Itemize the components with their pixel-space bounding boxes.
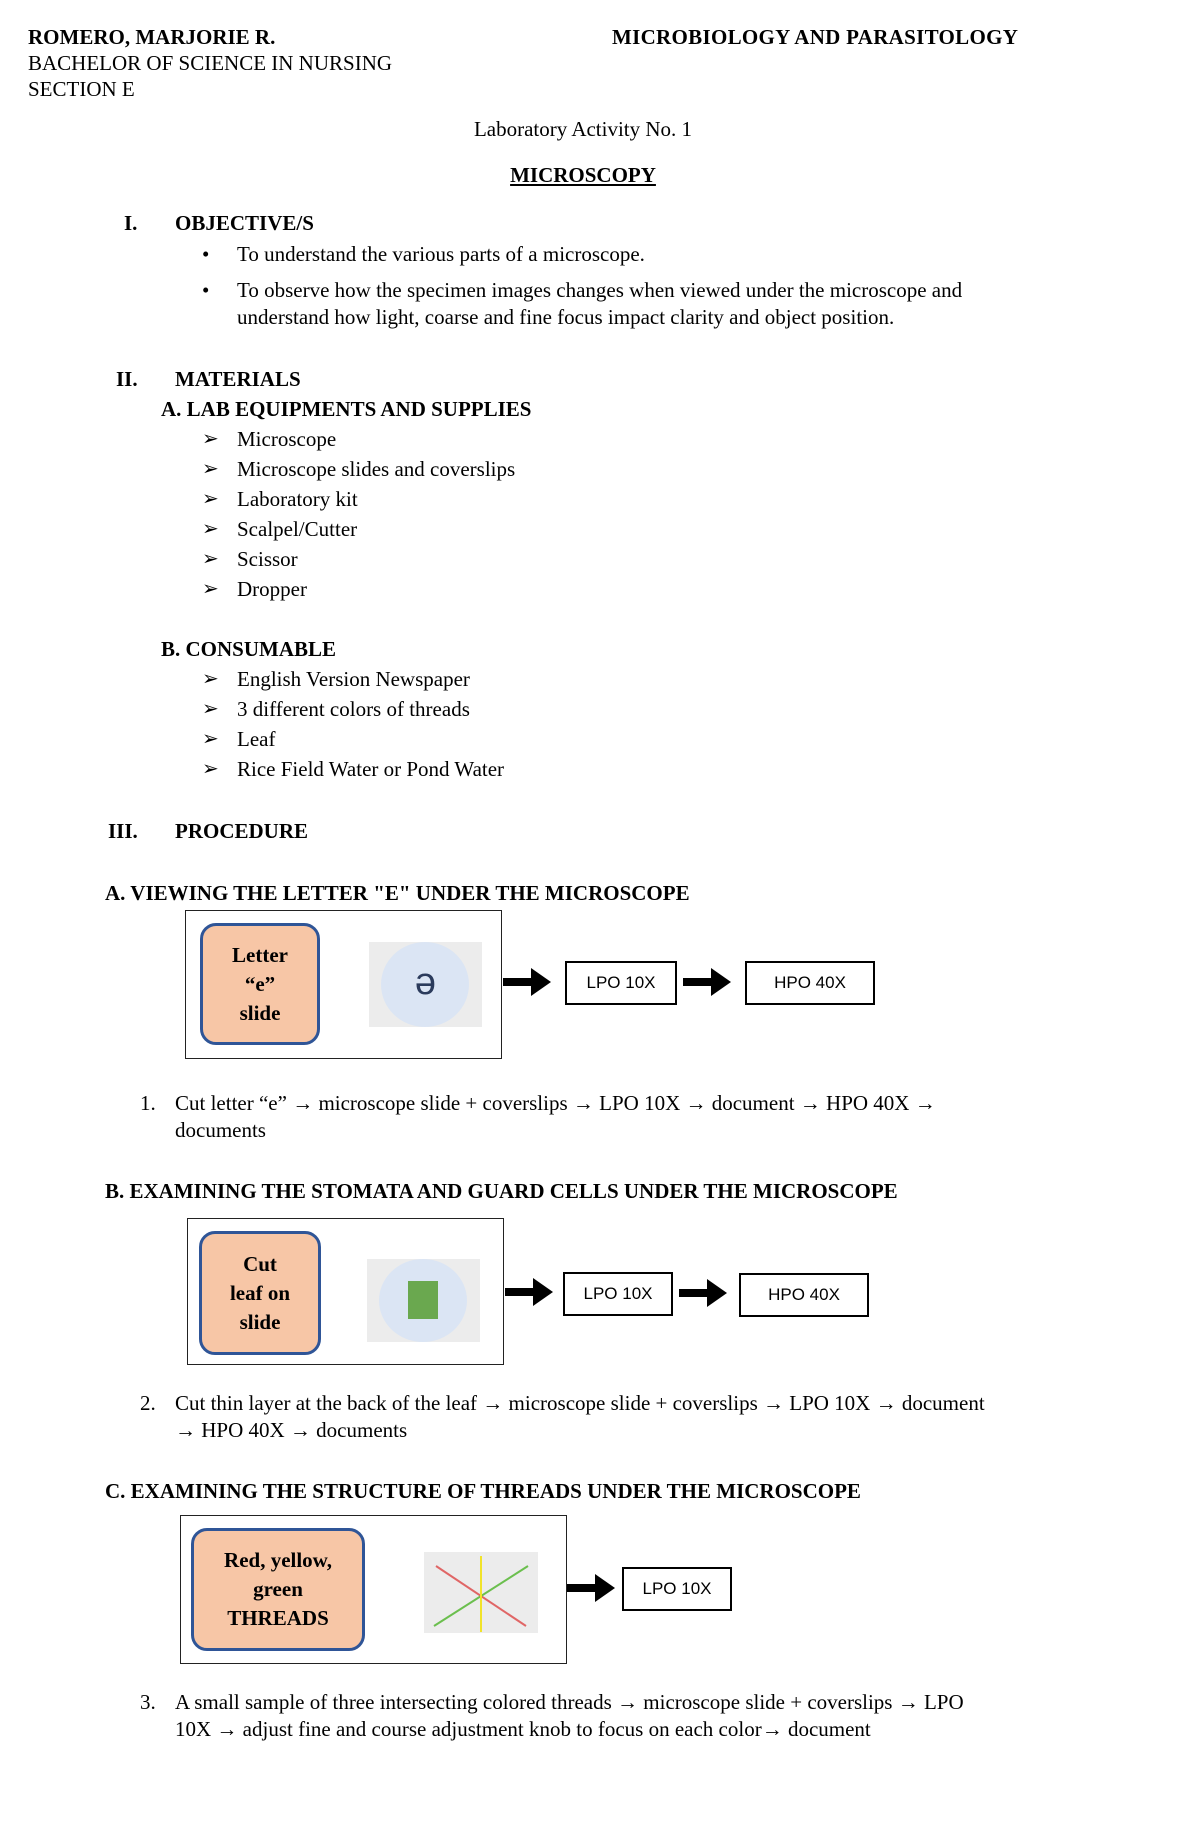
arrow-bullet-icon: ➢ [202,758,219,780]
lpo-10x-box: LPO 10X [563,1272,673,1316]
step-text-continued: documents [175,1118,266,1142]
material-item: Microscope slides and coverslips [237,457,516,481]
arrow-bullet-icon: ➢ [202,668,219,690]
lab-equipment-heading: A. LAB EQUIPMENTS AND SUPPLIES [161,397,532,421]
step-text: A small sample of three intersecting colored threads → microscope slide + coverslips → LPO [175,1690,964,1714]
objective-item: To observe how the specimen images changes when viewed under the microscope and [237,278,963,302]
hpo-40x-box: HPO 40X [739,1273,869,1317]
letter-e-specimen-photo [369,942,482,1027]
consumable-item: Rice Field Water or Pond Water [237,757,505,781]
arrow-right-icon [679,1279,727,1307]
consumable-item: 3 different colors of threads [237,697,470,721]
subject-title: MICROBIOLOGY AND PARASITOLOGY [612,25,1019,49]
step-text: Cut thin layer at the back of the leaf → microscope slide + coverslips → LPO 10X → document [175,1391,985,1415]
arrow-right-icon [505,1278,553,1306]
materials-heading: MATERIALS [175,367,301,391]
materials-numeral: II. [116,367,138,391]
arrow-right-icon [503,968,551,996]
objectives-heading: OBJECTIVE/S [175,211,314,235]
procedure-a-heading: A. VIEWING THE LETTER "E" UNDER THE MICROSCOPE [105,881,690,905]
arrow-right-icon [567,1574,615,1602]
material-item: Laboratory kit [237,487,358,511]
arrow-bullet-icon: ➢ [202,578,219,600]
procedure-b-diagram [187,1218,504,1365]
bullet-icon: • [202,278,210,302]
material-item: Scalpel/Cutter [237,517,358,541]
bullet-icon: • [202,242,210,266]
procedure-a-diagram [185,910,502,1059]
step-text-continued: → HPO 40X → documents [175,1418,408,1442]
procedure-b-heading: B. EXAMINING THE STOMATA AND GUARD CELLS UNDER THE MICROSCOPE [105,1179,898,1203]
material-item: Microscope [237,427,337,451]
activity-label: Laboratory Activity No. 1 [473,117,693,141]
step-text: Cut letter “e” → microscope slide + coverslips → LPO 10X → document → HPO 40X → [175,1091,936,1115]
arrow-right-icon [683,968,731,996]
arrow-bullet-icon: ➢ [202,548,219,570]
objective-item: To understand the various parts of a microscope. [237,242,645,266]
material-item: Dropper [237,577,307,601]
step-number: 3. [140,1690,156,1714]
step-text-continued: 10X → adjust fine and course adjustment knob to focus on each color→ document [175,1717,871,1741]
threads-specimen-photo [424,1552,538,1633]
step-number: 2. [140,1391,156,1415]
lpo-10x-box: LPO 10X [622,1567,732,1611]
leaf-specimen-photo [367,1259,480,1342]
procedure-heading: PROCEDURE [175,819,309,843]
procedure-c-diagram [180,1515,567,1664]
objectives-numeral: I. [124,211,138,235]
arrow-bullet-icon: ➢ [202,488,219,510]
consumable-item: English Version Newspaper [237,667,470,691]
letter-e-glyph: ə [414,961,437,1003]
threads-box: Red, yellow, green THREADS [191,1528,365,1651]
student-name: ROMERO, MARJORIE R. [28,25,276,49]
letter-e-slide-box: Letter “e” slide [200,923,320,1045]
step-number: 1. [140,1091,156,1115]
arrow-bullet-icon: ➢ [202,428,219,450]
arrow-bullet-icon: ➢ [202,698,219,720]
material-item: Scissor [237,547,298,571]
objective-item-continued: understand how light, coarse and fine focus impact clarity and object position. [237,305,895,329]
consumable-item: Leaf [237,727,276,751]
arrow-bullet-icon: ➢ [202,518,219,540]
arrow-bullet-icon: ➢ [202,458,219,480]
leaf-slide-box: Cut leaf on slide [199,1231,321,1355]
course-line: BACHELOR OF SCIENCE IN NURSING [28,51,393,75]
procedure-c-heading: C. EXAMINING THE STRUCTURE OF THREADS UNDER THE MICROSCOPE [105,1479,861,1503]
leaf-sample-square [408,1281,438,1319]
consumable-heading: B. CONSUMABLE [161,637,337,661]
section-line: SECTION E [28,77,135,101]
arrow-bullet-icon: ➢ [202,728,219,750]
page-title: MICROSCOPY [510,163,656,187]
procedure-numeral: III. [108,819,138,843]
intersecting-threads-drawing [424,1552,538,1633]
lpo-10x-box: LPO 10X [565,961,677,1005]
hpo-40x-box: HPO 40X [745,961,875,1005]
